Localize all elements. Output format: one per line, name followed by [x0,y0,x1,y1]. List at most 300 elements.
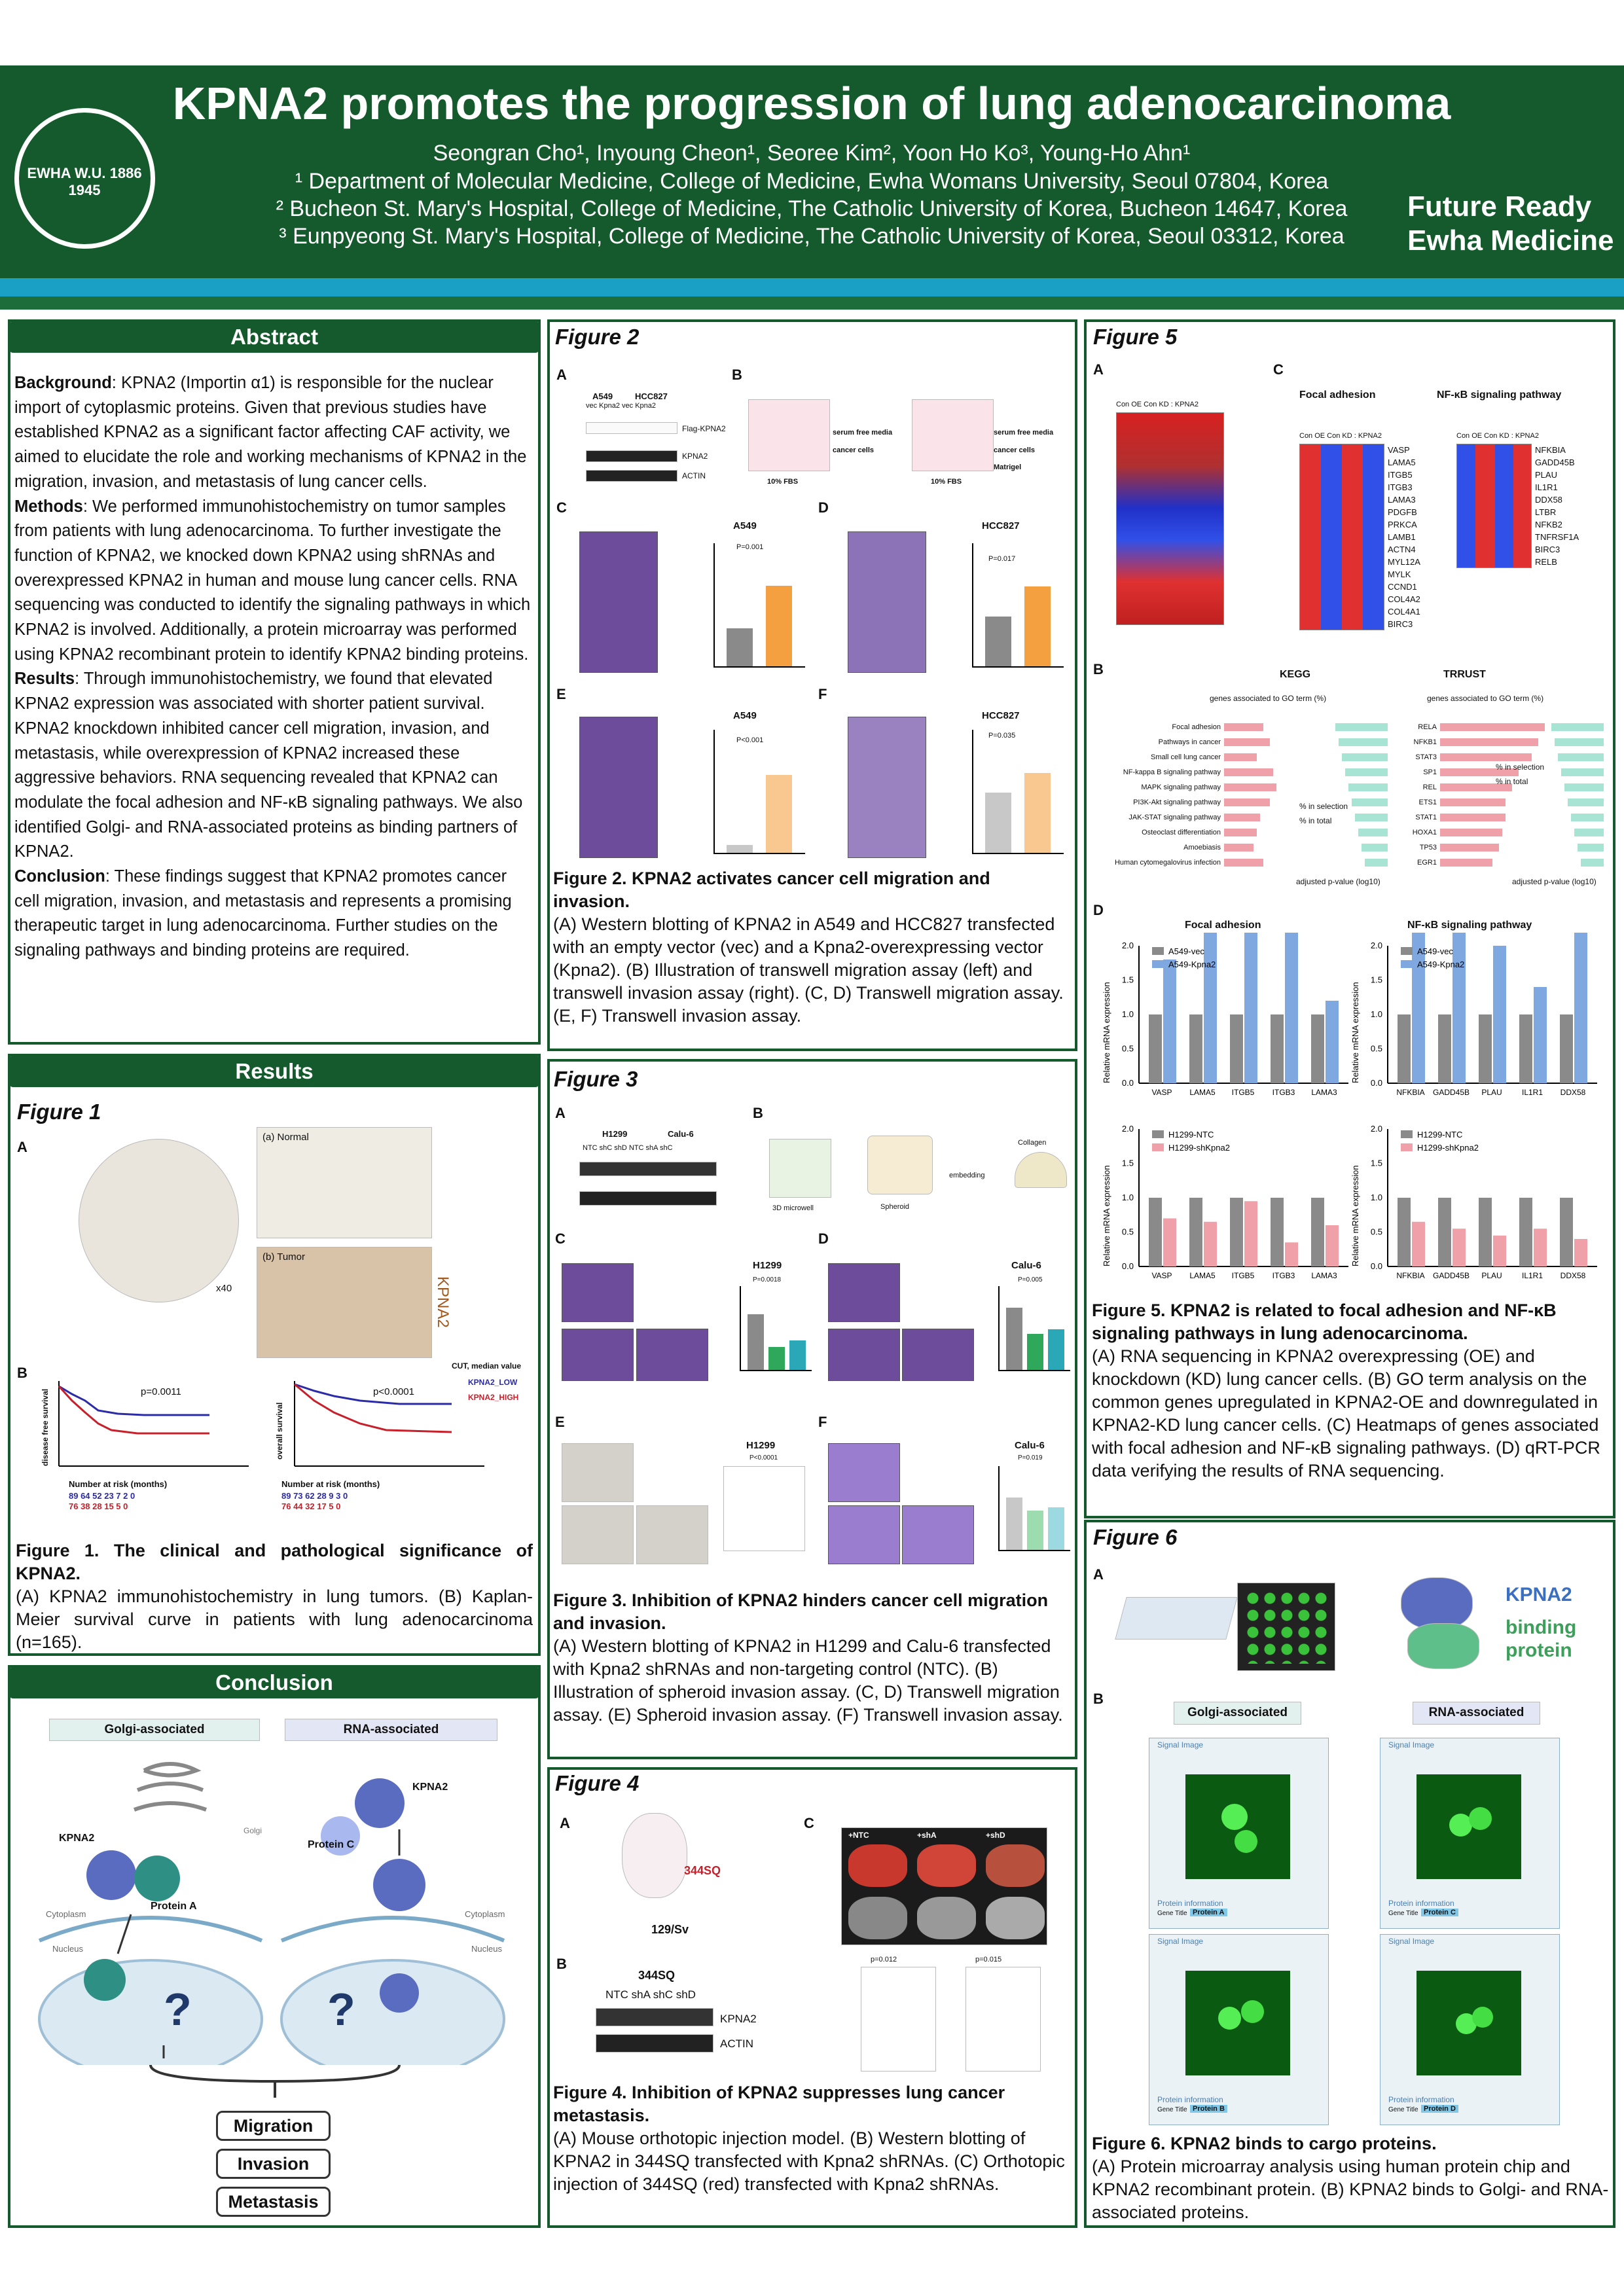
fig3-label-a: A [555,1105,566,1121]
gene-label: DDX58 [1535,495,1562,505]
go-pvalue-bar [1348,783,1388,791]
fig5-trrust-bars [1440,720,1604,870]
bar-control [1230,1198,1243,1266]
bar-treated [1285,1242,1298,1266]
y-tick-label: 2.0 [1121,941,1134,950]
fig5-d-focal-title: Focal adhesion [1185,920,1261,931]
fig3-embedding-label: embedding [949,1172,985,1179]
gene-label: BIRC3 [1535,545,1561,554]
fig3-spheroid-shc [562,1505,634,1564]
bar-vec [985,617,1011,666]
gene-label: COL4A1 [1388,607,1420,617]
kegg-term: Pathways in cancer [1158,738,1221,746]
fig6-label-b: B [1093,1691,1104,1707]
km-p-value-2: p<0.0001 [373,1386,414,1397]
y-tick-label: 2.0 [1370,1124,1382,1134]
bar-ntc [1006,1308,1022,1370]
fig5-c-focal-title: Focal adhesion [1299,389,1376,401]
km-p-value-1: p=0.0011 [141,1386,181,1397]
x-tick-label: PLAU [1481,1088,1502,1097]
fig3-wb-band-actin [579,1191,717,1206]
fig4-cell-label: 344SQ [684,1864,721,1877]
y-tick-label: 2.0 [1121,1124,1134,1134]
bar-treated [1204,933,1217,1083]
legend-label: A549-vec [1417,946,1453,956]
x-tick-label: ITGB5 [1231,1271,1255,1280]
go-pvalue-bar [1362,844,1388,852]
gene-label: CCND1 [1388,582,1417,592]
bar-control [1271,1198,1284,1266]
gene-label: LAMA5 [1388,457,1416,467]
fig2-e-p: P<0.001 [736,736,764,744]
bar-kpna2 [766,775,792,853]
tumor-label: (b) Tumor [262,1251,306,1263]
x-tick-label: ITGB5 [1231,1088,1255,1097]
mouse-illustration [622,1813,687,1898]
figure-3-caption-title: Figure 3. Inhibition of KPNA2 hinders cancer cell migration and invasion. [553,1590,1049,1633]
fig2-e-title: A549 [733,710,757,721]
fig4-wb-lanes: NTC shA shC shD [605,1988,696,2001]
trrust-term: ETS1 [1418,798,1437,806]
go-bar [1224,844,1254,852]
legend-label: A549-Kpna2 [1417,960,1465,969]
fig2-c-title: A549 [733,520,757,531]
fig5-label-a: A [1093,361,1104,378]
fig4-tumor-dotplot [965,1967,1041,2072]
legend-label: A549-vec [1168,946,1204,956]
gene-label: LAMB1 [1388,532,1416,542]
fig3-label-c: C [555,1230,566,1247]
fig2-wb-band-flag [586,422,677,434]
go-bar [1440,723,1545,731]
protein-d-tag: Protein D [1421,2105,1458,2113]
figure-2-caption-title: Figure 2. KPNA2 activates cancer cell migration and invasion. [553,869,990,911]
bar-vec [727,845,753,853]
fig3-spheroid-shd [636,1505,708,1564]
fig3-micro-d-sha [828,1329,900,1381]
fig4-strain-label: 129/Sv [651,1923,689,1936]
fig4-wb-kpna2-label: KPNA2 [720,2013,757,2025]
gene-title-label: Gene Title [1157,2106,1187,2113]
risk-table-dfs-low: 89 64 52 23 7 2 0 [69,1491,135,1501]
figure-2-title: Figure 2 [555,325,640,349]
kegg-term: JAK-STAT signaling pathway [1128,814,1221,821]
go-bar [1224,814,1260,821]
go-bar [1224,829,1257,836]
results-heading: Results [9,1056,539,1087]
km-legend-low: KPNA2_LOW [468,1378,518,1387]
trrust-term: HOXA1 [1412,829,1437,836]
fig4-sha-label: +shA [917,1831,937,1840]
figure-3-title: Figure 3 [554,1067,638,1091]
km-ylabel-1: disease free survival [41,1388,50,1466]
kegg-term: MAPK signaling pathway [1141,783,1221,791]
kpna2-protein-icon [1401,1577,1473,1630]
fig5-c-nfkb-cols: Con OE Con KD : KPNA2 [1456,432,1539,440]
fig3-spheroid-ntc [562,1443,634,1502]
conclusion-label: Conclusion [14,867,105,886]
y-tick-label: 0.5 [1121,1043,1134,1054]
fig5-kegg-legend-total: % in total [1299,816,1332,825]
risk-table-dfs-high: 76 38 28 15 5 0 [69,1501,128,1511]
bar-treated [1285,933,1298,1083]
bar-control [1311,1198,1324,1266]
bar-control [1149,1198,1162,1266]
figure-6-caption-text: (A) Protein microarray analysis using human protein chip and KPNA2 recombinant protein. (B) KPNA2 binds to Golgi- and RNA-associated proteins. [1092,2157,1609,2222]
fig5-label-c: C [1273,361,1284,378]
fig5-heatmap-columns: Con OE Con KD : KPNA2 [1116,401,1199,408]
bar-shc [768,1347,785,1370]
gene-label: PDGFB [1388,507,1417,517]
signal-image-label: Signal Image [1157,1740,1204,1749]
fig3-micro-ntc [562,1263,634,1322]
brand-logo [1407,190,1614,258]
fig5-trrust-legend-total: % in total [1496,777,1528,786]
y-tick-label: 1.0 [1121,1009,1134,1019]
figure-4-caption-title: Figure 4. Inhibition of KPNA2 suppresses lung cancer metastasis. [553,2083,1005,2125]
x-tick-label: NFKBIA [1396,1271,1425,1280]
go-bar [1224,859,1263,867]
go-pvalue-bar [1564,783,1604,791]
y-tick-label: 1.0 [1370,1193,1382,1202]
kegg-term: PI3K-Akt signaling pathway [1133,798,1221,806]
fig3-e-dotplot [723,1466,805,1551]
go-bar [1440,829,1502,836]
x-tick-label: DDX58 [1560,1088,1586,1097]
affiliation-2: ² Bucheon St. Mary's Hospital, College of Medicine, The Catholic University of Korea, Bucheon 14647, Korea [276,196,1348,221]
figure-4-caption [553,2081,1070,2196]
legend-swatch [1401,1130,1413,1138]
fig5-label-d: D [1093,902,1104,918]
fig2-cancer-cells: cancer cells [833,446,874,454]
fig6-golgi-tag: Golgi-associated [1174,1702,1301,1725]
go-pvalue-bar [1574,829,1604,836]
fig6-protein-label: protein [1506,1640,1572,1661]
x-tick-label: LAMA5 [1189,1088,1216,1097]
gene-title-label: Gene Title [1388,1910,1418,1917]
gene-label: COL4A2 [1388,594,1420,604]
bar-ntc [748,1314,764,1370]
fig2-label-f: F [818,686,827,702]
fig5-c-focal-cols: Con OE Con KD : KPNA2 [1299,432,1382,440]
kegg-term: Osteoclast differentiation [1142,829,1221,836]
fig3-label-e: E [555,1414,565,1430]
gene-label: IL1R1 [1535,482,1558,492]
bar-treated [1326,1001,1339,1083]
signal-image-label: Signal Image [1388,1937,1435,1946]
gene-label: VASP [1388,445,1410,455]
kegg-term: NF-kappa B signaling pathway [1123,768,1221,776]
bar-treated [1244,1201,1257,1266]
go-bar [1440,844,1499,852]
legend-swatch [1401,960,1413,968]
go-bar [1440,753,1532,761]
fig3-label-f: F [818,1414,827,1430]
results-label: Results [14,670,75,689]
figure-1-caption-title: Figure 1. The clinical and pathological significance of KPNA2. [16,1541,533,1583]
go-pvalue-bar [1571,814,1604,821]
fig2-micrograph-d [848,531,926,673]
protein-a-tag: Protein A [1190,1909,1227,1916]
protein-info-label: Protein information [1388,1899,1454,1908]
kegg-term: Small cell lung cancer [1151,753,1221,761]
question-mark-right: ? [327,1984,355,2035]
go-pvalue-bar [1339,738,1388,746]
x-tick-label: ITGB3 [1272,1088,1295,1097]
gene-label: LAMA3 [1388,495,1416,505]
bar-control [1149,1014,1162,1083]
bar-control [1398,1198,1411,1266]
figure-5-caption [1092,1299,1609,1482]
fig4-ntc-label: +NTC [848,1831,869,1840]
protein-array-image [1237,1583,1335,1671]
fig3-e-p: P<0.0001 [749,1454,778,1462]
header-stripe [0,296,1624,310]
background-text: : KPNA2 (Importin α1) is responsible for the nuclear import of cytoplasmic proteins. Given that previous studies have established KPNA2 as a significant factor affecting CAF activity, we aimed to elucidate the role and working mechanisms of KPNA2 in the migration, invasion, and metastasis of lung cancer cells. [14,374,527,491]
bar-control [1189,1198,1202,1266]
km-legend-high: KPNA2_HIGH [468,1393,519,1402]
fig4-lung-images [841,1827,1047,1945]
fig5-nfkb-gene-list [1535,444,1600,568]
figure-6-caption [1092,2132,1609,2224]
legend-label: H1299-shKpna2 [1417,1143,1479,1153]
transwell-migration-illustration [748,399,830,471]
fig2-matrigel: Matrigel [994,463,1022,471]
bar-control [1479,1014,1492,1083]
gene-label: NFKB2 [1535,520,1562,529]
bar-kpna2 [766,586,792,666]
x-tick-label: VASP [1151,1271,1172,1280]
legend-label: H1299-NTC [1417,1130,1463,1139]
protein-info-label: Protein information [1157,2095,1223,2104]
fig5-d-nfkb-title: NF-κB signaling pathway [1407,920,1532,931]
bar-control [1438,1198,1451,1266]
protein-chip-slide [1115,1597,1237,1640]
fig4-p-value-2: p=0.015 [975,1956,1002,1964]
fig5-kegg-p-axis: adjusted p-value (log10) [1296,877,1380,886]
fig6-label-a: A [1093,1566,1104,1583]
go-bar [1224,723,1263,731]
bar-treated [1204,1222,1217,1266]
figure-5-title: Figure 5 [1093,325,1178,349]
bar-treated [1163,960,1176,1083]
conclusion-rna-tag: RNA-associated [285,1719,497,1741]
legend-label: H1299-shKpna2 [1168,1143,1230,1153]
conclusion-kpna2-right: KPNA2 [412,1782,448,1793]
fig5-trrust-title: TRRUST [1443,669,1486,680]
kegg-term: Amoebiasis [1183,844,1221,852]
fig5-trrust-legend-sel: % in selection [1496,762,1545,772]
gene-label: GADD45B [1535,457,1575,467]
fig3-f-title: Calu-6 [1015,1440,1045,1451]
go-pvalue-bar [1352,798,1388,806]
fig5-kegg-terms [1100,720,1221,870]
fig2-d-title: HCC827 [982,520,1020,531]
figure-5-caption-text: (A) RNA sequencing in KPNA2 overexpressing (OE) and knockdown (KD) lung cancer cells. (B) GO term analysis on the common genes upregulated in KPNA2-OE and downregulated in KPNA2-KD lung cancer cells. (C) Heatmaps of genes associated with focal adhesion and NF-κB signaling pathways. (D) qRT-PCR data verifying the results of RNA sequencing. [1092,1346,1600,1480]
bar-treated [1493,946,1506,1083]
go-pvalue-bar [1568,798,1604,806]
legend-label: A549-Kpna2 [1168,960,1216,969]
x-tick-label: IL1R1 [1521,1088,1543,1097]
fig5-heatmap-nfkb [1456,444,1532,568]
binding-protein-icon [1407,1623,1479,1669]
conclusion-heading: Conclusion [9,1667,539,1698]
fig3-spheroid-label: Spheroid [880,1203,910,1211]
bracket-icon [144,2062,406,2101]
fig3-d-barchart [998,1286,1070,1371]
figure-3-caption-text: (A) Western blotting of KPNA2 in H1299 and Calu-6 transfected with Kpna2 shRNAs and non-targeting control (NTC). (B) Illustration of spheroid invasion assay. (C, D) Transwell migration assay. (E) Spheroid invasion assay. (F) Transwell invasion assay. [553,1636,1063,1725]
fig5-focal-gene-list [1388,444,1440,630]
gene-label: BIRC3 [1388,619,1413,629]
y-tick-label: 1.5 [1121,975,1134,985]
fig3-micro-d-shc [902,1329,974,1381]
abstract-heading: Abstract [9,321,539,353]
fig2-fbs: 10% FBS [767,478,799,486]
fig5-kegg-axis: genes associated to GO term (%) [1210,694,1327,703]
fig2-label-a: A [556,367,567,383]
x-tick-label: LAMA5 [1189,1271,1216,1280]
fig2-f-barchart [972,730,1064,854]
fig4-wb-cell: 344SQ [638,1969,676,1982]
bar-vec [985,793,1011,853]
affiliation-3: ³ Eunpyeong St. Mary's Hospital, College of Medicine, The Catholic University of Korea, Seoul 03312, Korea [279,224,1344,249]
fig2-fbs-2: 10% FBS [931,478,962,486]
fig4-label-a: A [560,1815,570,1831]
figure-6-title: Figure 6 [1093,1525,1178,1549]
y-tick-label: 1.5 [1370,1158,1382,1168]
fig2-label-d: D [818,499,829,516]
fig6-golgi-panel-2 [1149,1934,1329,2125]
kegg-term: Human cytomegalovirus infection [1114,859,1221,867]
fig4-p-value-1: p=0.012 [871,1956,897,1964]
trrust-term: TP53 [1419,844,1437,852]
fig2-wb-lanes: vec Kpna2 vec Kpna2 [586,402,657,410]
x-tick-label: GADD45B [1432,1088,1470,1097]
spheroid-illustration [867,1136,933,1194]
risk-table-label: Number at risk (months) [69,1479,168,1489]
conclusion-golgi-tag: Golgi-associated [49,1719,260,1741]
go-pvalue-bar [1578,844,1604,852]
fig3-label-b: B [753,1105,763,1121]
km-curve-high [59,1386,209,1433]
fig1-label-a: A [17,1139,27,1155]
bar-treated [1163,1219,1176,1267]
go-pvalue-bar [1345,768,1388,776]
authors: Seongran Cho¹, Inyoung Cheon¹, Seoree Kim², Yoon Ho Ko³, Young-Ho Ahn¹ [433,141,1191,166]
bar-treated [1534,987,1547,1083]
fig2-f-p: P=0.035 [988,732,1016,740]
fig3-micro-f-ntc [828,1443,900,1502]
bar-ntc [1006,1498,1022,1550]
legend-swatch [1401,947,1413,955]
legend-swatch [1152,947,1164,955]
bar-vec [727,628,753,666]
x-tick-label: DDX58 [1560,1271,1586,1280]
fig2-label-e: E [556,686,566,702]
fig2-micrograph-f [848,717,926,858]
go-bar [1440,859,1492,867]
go-bar [1224,753,1257,761]
invasion-pill: Invasion [216,2149,331,2179]
fig2-wb-flag-label: Flag-KPNA2 [682,424,726,433]
gene-label: NFKBIA [1535,445,1566,455]
bar-control [1479,1198,1492,1266]
fig3-c-title: H1299 [753,1260,782,1271]
go-bar [1224,738,1270,746]
bar-control [1560,1014,1573,1083]
go-pvalue-bar [1561,768,1604,776]
fig3-c-p: P=0.0018 [753,1276,782,1283]
x-tick-label: PLAU [1481,1271,1502,1280]
bar-kpna2 [1024,586,1051,666]
fig3-collagen-label: Collagen [1018,1139,1047,1147]
fig3-micro-d-ntc [828,1263,900,1322]
trrust-term: STAT1 [1415,814,1437,821]
normal-tissue-image [257,1127,432,1238]
go-pvalue-bar [1355,814,1388,821]
bar-control [1560,1198,1573,1266]
fig5-trrust-p-axis: adjusted p-value (log10) [1512,877,1597,886]
protein-info-label: Protein information [1388,2095,1454,2104]
bar-treated [1453,933,1466,1083]
fig6-binding-label: binding [1506,1617,1577,1638]
conclusion-kpna2-left: KPNA2 [59,1833,95,1844]
fig4-wb-actin-label: ACTIN [720,2037,753,2050]
y-axis-label: Relative mRNA expression [1350,982,1360,1083]
conclusion-nucleus-left: Nucleus [52,1944,83,1954]
conclusion-protein-a: Protein A [151,1901,197,1912]
y-tick-label: 0.5 [1121,1227,1134,1237]
gene-title-label: Gene Title [1157,1910,1187,1917]
legend-label: H1299-NTC [1168,1130,1214,1139]
trrust-term: NFKB1 [1413,738,1437,746]
figure-1-caption-text: (A) KPNA2 immunohistochemistry in lung tumors. (B) Kaplan-Meier survival curve in patients with lung adenocarcinoma (n=165). [16,1587,533,1652]
kegg-term: Focal adhesion [1172,723,1221,731]
fig5-kegg-title: KEGG [1280,669,1311,680]
fig2-label-b: B [732,367,742,383]
go-bar [1440,738,1538,746]
fig1-label-b: B [17,1365,27,1381]
background-label: Background [14,374,112,392]
trrust-term: RELA [1418,723,1437,731]
fig3-micro-f-shc [902,1505,974,1564]
fig3-microwell-label: 3D microwell [772,1204,814,1212]
bar-shd [789,1340,806,1370]
fig6-rna-panel-2 [1380,1934,1560,2125]
x-tick-label: IL1R1 [1521,1271,1543,1280]
y-tick-label: 2.0 [1370,941,1382,950]
trrust-term: STAT3 [1415,753,1437,761]
bar-treated [1412,1222,1425,1266]
bar-sha [1027,1334,1043,1370]
fig3-micro-shd [636,1329,708,1381]
figure-2-caption-text: (A) Western blotting of KPNA2 in A549 and HCC827 transfected with an empty vector (vec) and a Kpna2-overexpressing vector (Kpna2). (B) Illustration of transwell migration assay (left) and transwell invasion assay (right). (C, D) Transwell migration assay. (E, F) Transwell invasion assay. [553,914,1064,1026]
fig4-label-b: B [556,1956,567,1972]
trrust-term: REL [1422,783,1437,791]
methods-label: Methods [14,497,83,516]
legend-swatch [1152,1143,1164,1151]
protein-c-tag: Protein C [1421,1909,1458,1916]
bar-treated [1326,1225,1339,1266]
fig2-cancer-cells-2: cancer cells [994,446,1035,454]
risk-table-label: Number at risk (months) [281,1479,380,1489]
figure-6-caption-title: Figure 6. KPNA2 binds to cargo proteins. [1092,2134,1437,2153]
bar-kpna2 [1024,773,1051,853]
figure-1-title: Figure 1 [17,1100,101,1124]
bar-shc [1048,1329,1064,1370]
y-axis-label: Relative mRNA expression [1102,1165,1111,1266]
fig2-wb-actin-label: ACTIN [682,471,706,480]
